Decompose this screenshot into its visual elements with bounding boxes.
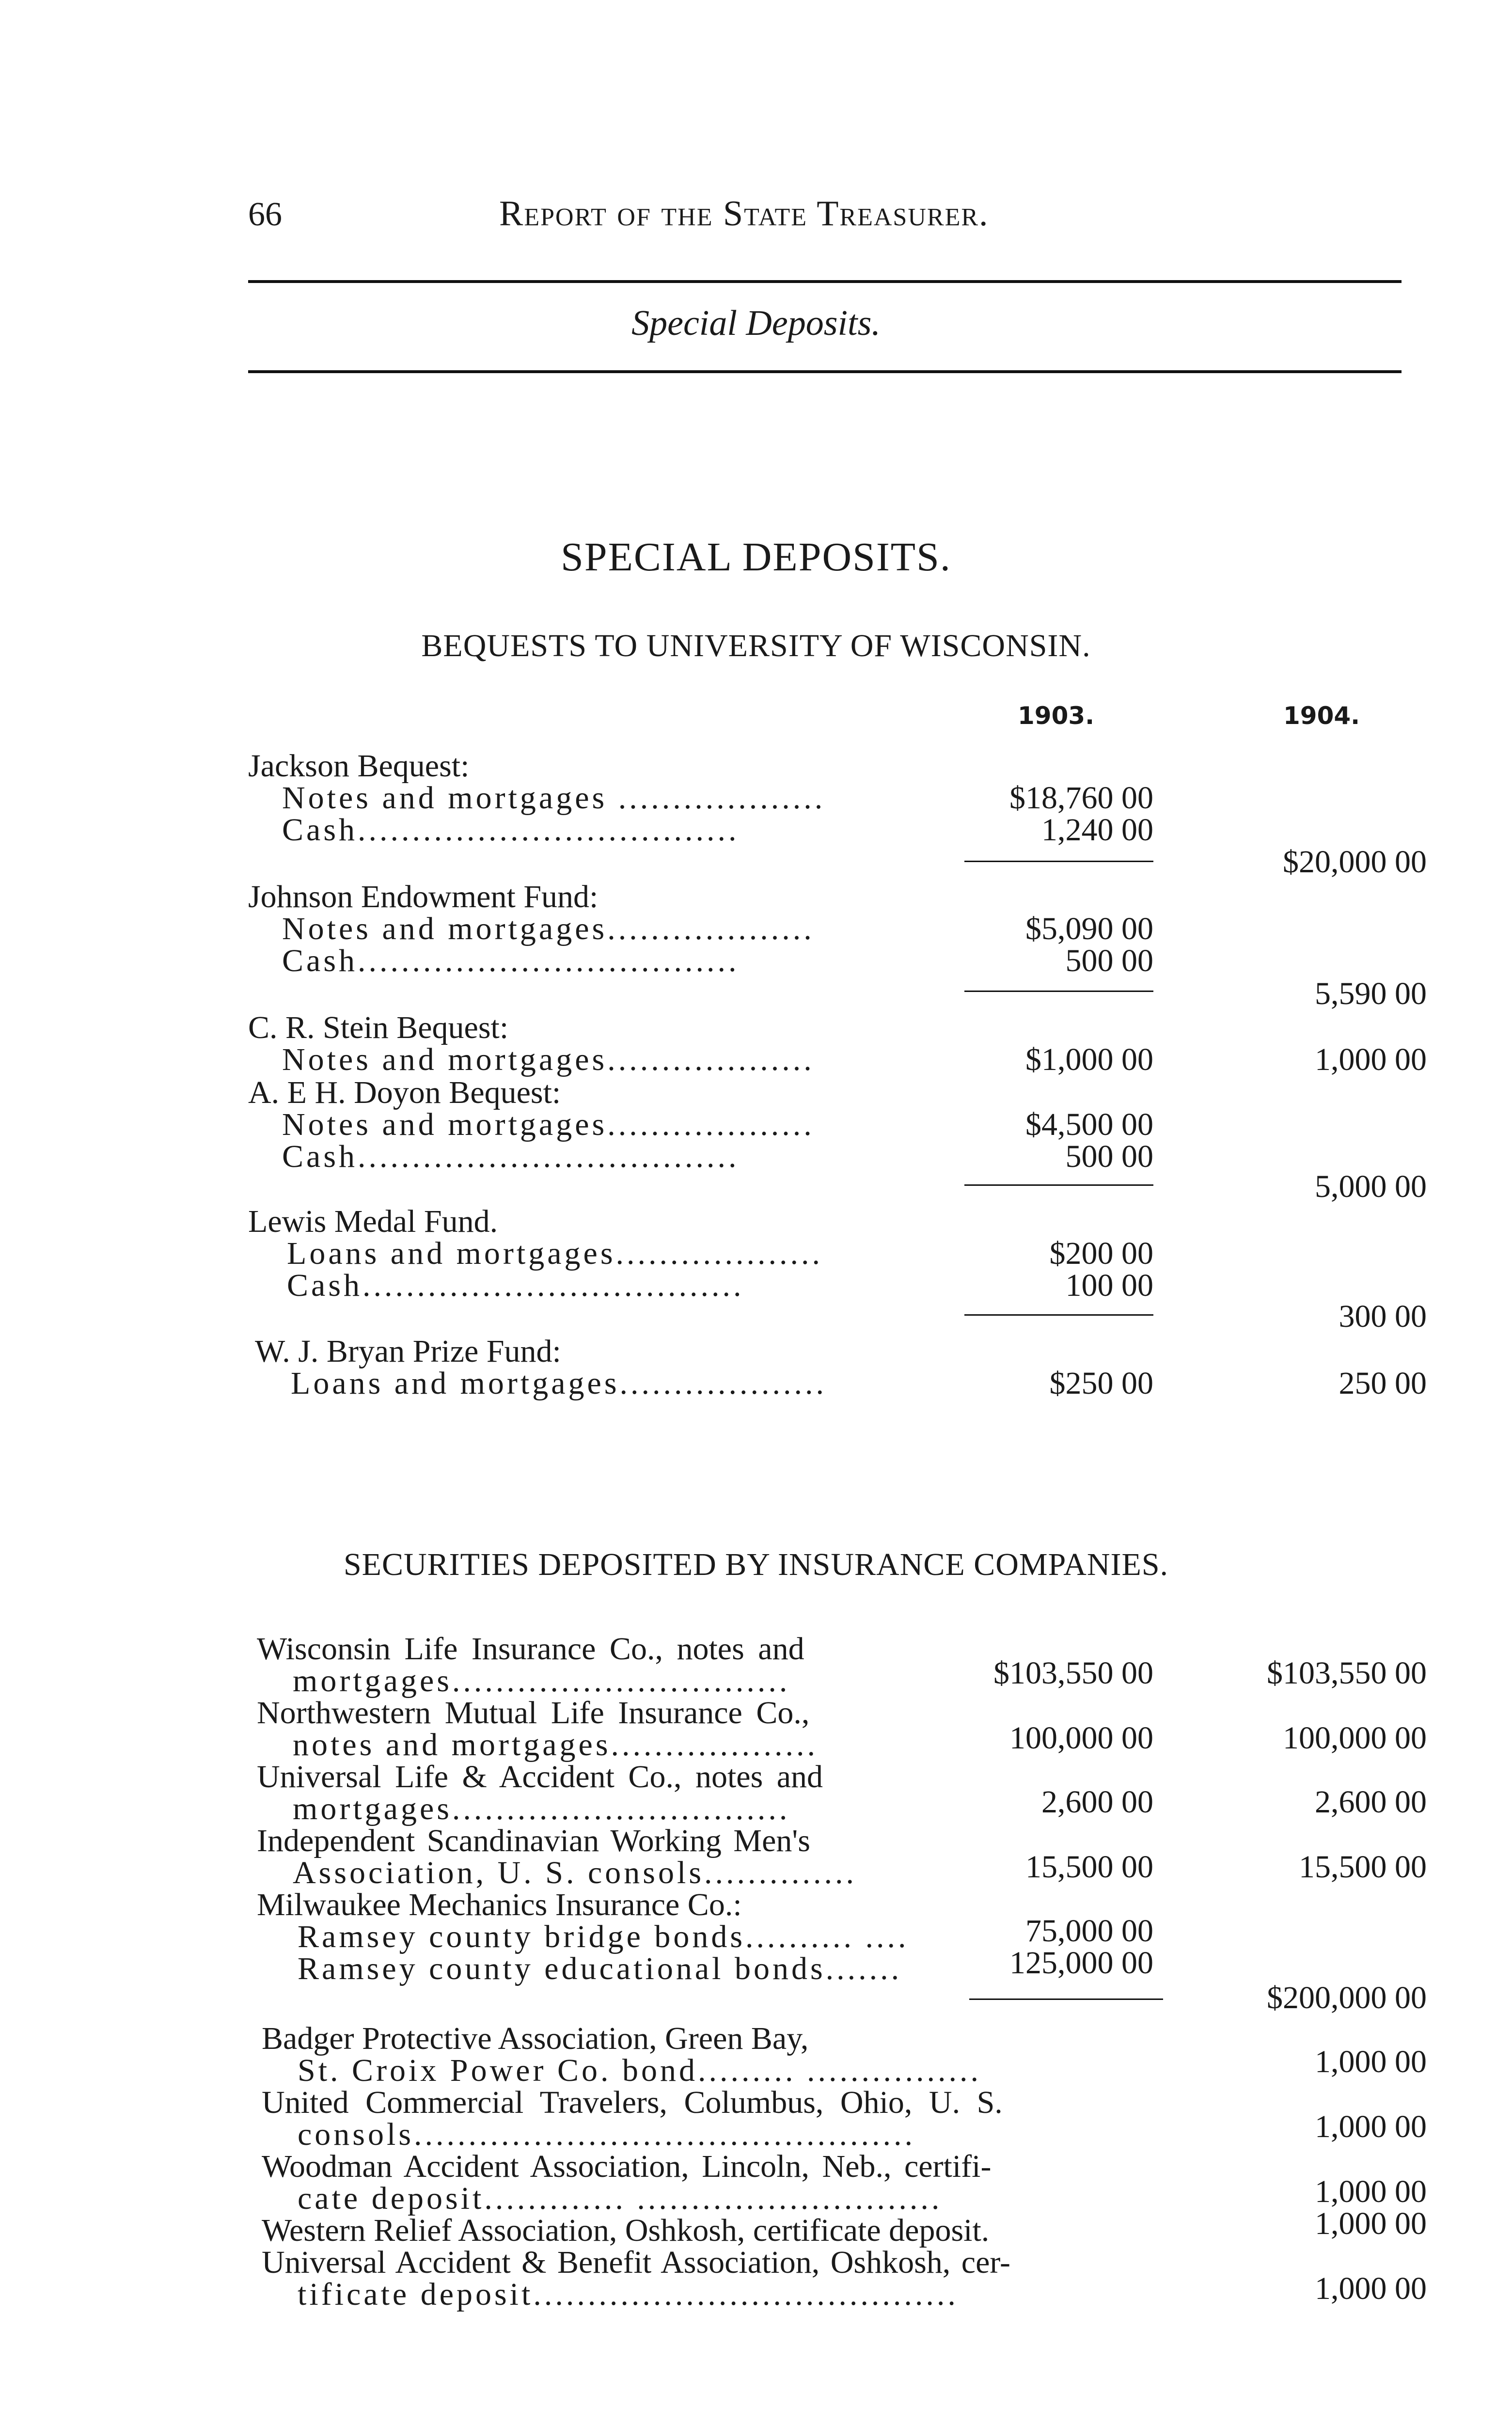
value-1904: 1,000 00 xyxy=(1315,2271,1427,2306)
company-name: Wisconsin Life Insurance Co., notes and xyxy=(257,1631,804,1667)
value-1904: 100,000 00 xyxy=(1283,1720,1427,1756)
value-1904: $20,000 00 xyxy=(1283,844,1427,880)
value-1904: 5,590 00 xyxy=(1315,976,1427,1011)
fund-name-lewis: Lewis Medal Fund. xyxy=(248,1204,498,1239)
value-1904: $103,550 00 xyxy=(1267,1655,1427,1691)
value-1904: 1,000 00 xyxy=(1315,2174,1427,2209)
value-1904: 2,600 00 xyxy=(1315,1784,1427,1820)
securities-title: SECURITIES DEPOSITED BY INSURANCE COMPANIES. xyxy=(343,1547,1169,1582)
line-label: Ramsey county bridge bonds.......... .... xyxy=(298,1919,909,1954)
main-title: SPECIAL DEPOSITS. xyxy=(561,535,951,580)
line-label: Notes and mortgages................... xyxy=(282,1107,815,1142)
company-name: Woodman Accident Association, Lincoln, Neb., certifi- xyxy=(262,2149,992,2184)
header-subtitle: Special Deposits. xyxy=(631,303,881,343)
value-1903: 100,000 00 xyxy=(1009,1720,1153,1756)
line-label: consols.............................................. xyxy=(298,2117,915,2152)
value-1904: $200,000 00 xyxy=(1267,1980,1427,2015)
line-label: Loans and mortgages................... xyxy=(287,1236,823,1271)
line-label: notes and mortgages................... xyxy=(293,1727,819,1762)
line-label: Loans and mortgages................... xyxy=(291,1366,827,1401)
value-1903: $250 00 xyxy=(1049,1366,1153,1401)
value-1903: 75,000 00 xyxy=(1025,1913,1153,1949)
line-label: Cash................................... xyxy=(287,1268,744,1303)
line-label: Notes and mortgages ................... xyxy=(282,780,826,816)
line-label: mortgages............................... xyxy=(293,1663,790,1699)
value-1903: 500 00 xyxy=(1065,943,1153,978)
company-name: United Commercial Travelers, Columbus, Ohio, U. S. xyxy=(262,2085,1003,2120)
value-1904: 1,000 00 xyxy=(1315,2109,1427,2144)
value-1904: 5,000 00 xyxy=(1315,1169,1427,1204)
header-top-rule xyxy=(248,280,1402,283)
value-1904: 1,000 00 xyxy=(1315,2206,1427,2241)
sum-rule xyxy=(964,1184,1153,1186)
company-name: Independent Scandinavian Working Men's xyxy=(257,1823,810,1858)
value-1903: 500 00 xyxy=(1065,1139,1153,1174)
value-1903: $1,000 00 xyxy=(1025,1042,1153,1077)
value-1903: 100 00 xyxy=(1065,1268,1153,1303)
sum-rule xyxy=(964,1314,1153,1316)
running-title: Report of the State Treasurer. xyxy=(499,194,989,234)
value-1903: $200 00 xyxy=(1049,1236,1153,1271)
line-label: mortgages............................... xyxy=(293,1791,790,1826)
fund-name-jackson: Jackson Bequest: xyxy=(248,748,470,784)
value-1903: $18,760 00 xyxy=(1009,780,1153,816)
company-name: Western Relief Association, Oshkosh, certificate deposit. xyxy=(262,2213,990,2248)
value-1903: 1,240 00 xyxy=(1041,812,1153,848)
company-name: Milwaukee Mechanics Insurance Co.: xyxy=(257,1887,742,1922)
line-label: Cash................................... xyxy=(282,1139,740,1174)
value-1904: 1,000 00 xyxy=(1315,1042,1427,1077)
line-label: Cash................................... xyxy=(282,943,740,978)
column-header-1904: 1904. xyxy=(1283,702,1360,730)
bequests-title: BEQUESTS TO UNIVERSITY OF WISCONSIN. xyxy=(421,628,1091,663)
column-header-1903: 1903. xyxy=(1018,702,1095,730)
company-name: Universal Accident & Benefit Association, Oshkosh, cer- xyxy=(262,2245,1011,2280)
value-1904: 300 00 xyxy=(1339,1299,1427,1334)
line-label: tificate deposit....................................... xyxy=(298,2277,959,2312)
value-1904: 250 00 xyxy=(1339,1366,1427,1401)
sum-rule xyxy=(964,861,1153,862)
fund-name-stein: C. R. Stein Bequest: xyxy=(248,1010,509,1045)
value-1903: $103,550 00 xyxy=(993,1655,1153,1691)
value-1903: $5,090 00 xyxy=(1025,911,1153,946)
sum-rule xyxy=(969,1998,1163,2000)
company-name: Universal Life & Accident Co., notes and xyxy=(257,1759,823,1794)
value-1903: 125,000 00 xyxy=(1009,1945,1153,1981)
fund-name-doyon: A. E H. Doyon Bequest: xyxy=(248,1075,561,1110)
value-1904: 1,000 00 xyxy=(1315,2044,1427,2079)
fund-name-bryan: W. J. Bryan Prize Fund: xyxy=(255,1334,561,1369)
line-label: Cash................................... xyxy=(282,812,740,848)
value-1904: 15,500 00 xyxy=(1299,1849,1427,1885)
line-label: Notes and mortgages................... xyxy=(282,911,815,946)
page-number: 66 xyxy=(248,196,282,233)
value-1903: $4,500 00 xyxy=(1025,1107,1153,1142)
line-label: cate deposit............. ............................ xyxy=(298,2181,943,2216)
company-name: Northwestern Mutual Life Insurance Co., xyxy=(257,1695,810,1731)
company-name: Badger Protective Association, Green Bay, xyxy=(262,2021,809,2056)
value-1903: 15,500 00 xyxy=(1025,1849,1153,1885)
line-label: Ramsey county educational bonds....... xyxy=(298,1951,902,1986)
line-label: Notes and mortgages................... xyxy=(282,1042,815,1077)
fund-name-johnson: Johnson Endowment Fund: xyxy=(248,879,598,914)
header-bottom-rule xyxy=(248,370,1402,373)
line-label: Association, U. S. consols.............. xyxy=(293,1855,857,1890)
value-1903: 2,600 00 xyxy=(1041,1784,1153,1820)
sum-rule xyxy=(964,991,1153,992)
line-label: St. Croix Power Co. bond......... ................ xyxy=(298,2053,982,2088)
